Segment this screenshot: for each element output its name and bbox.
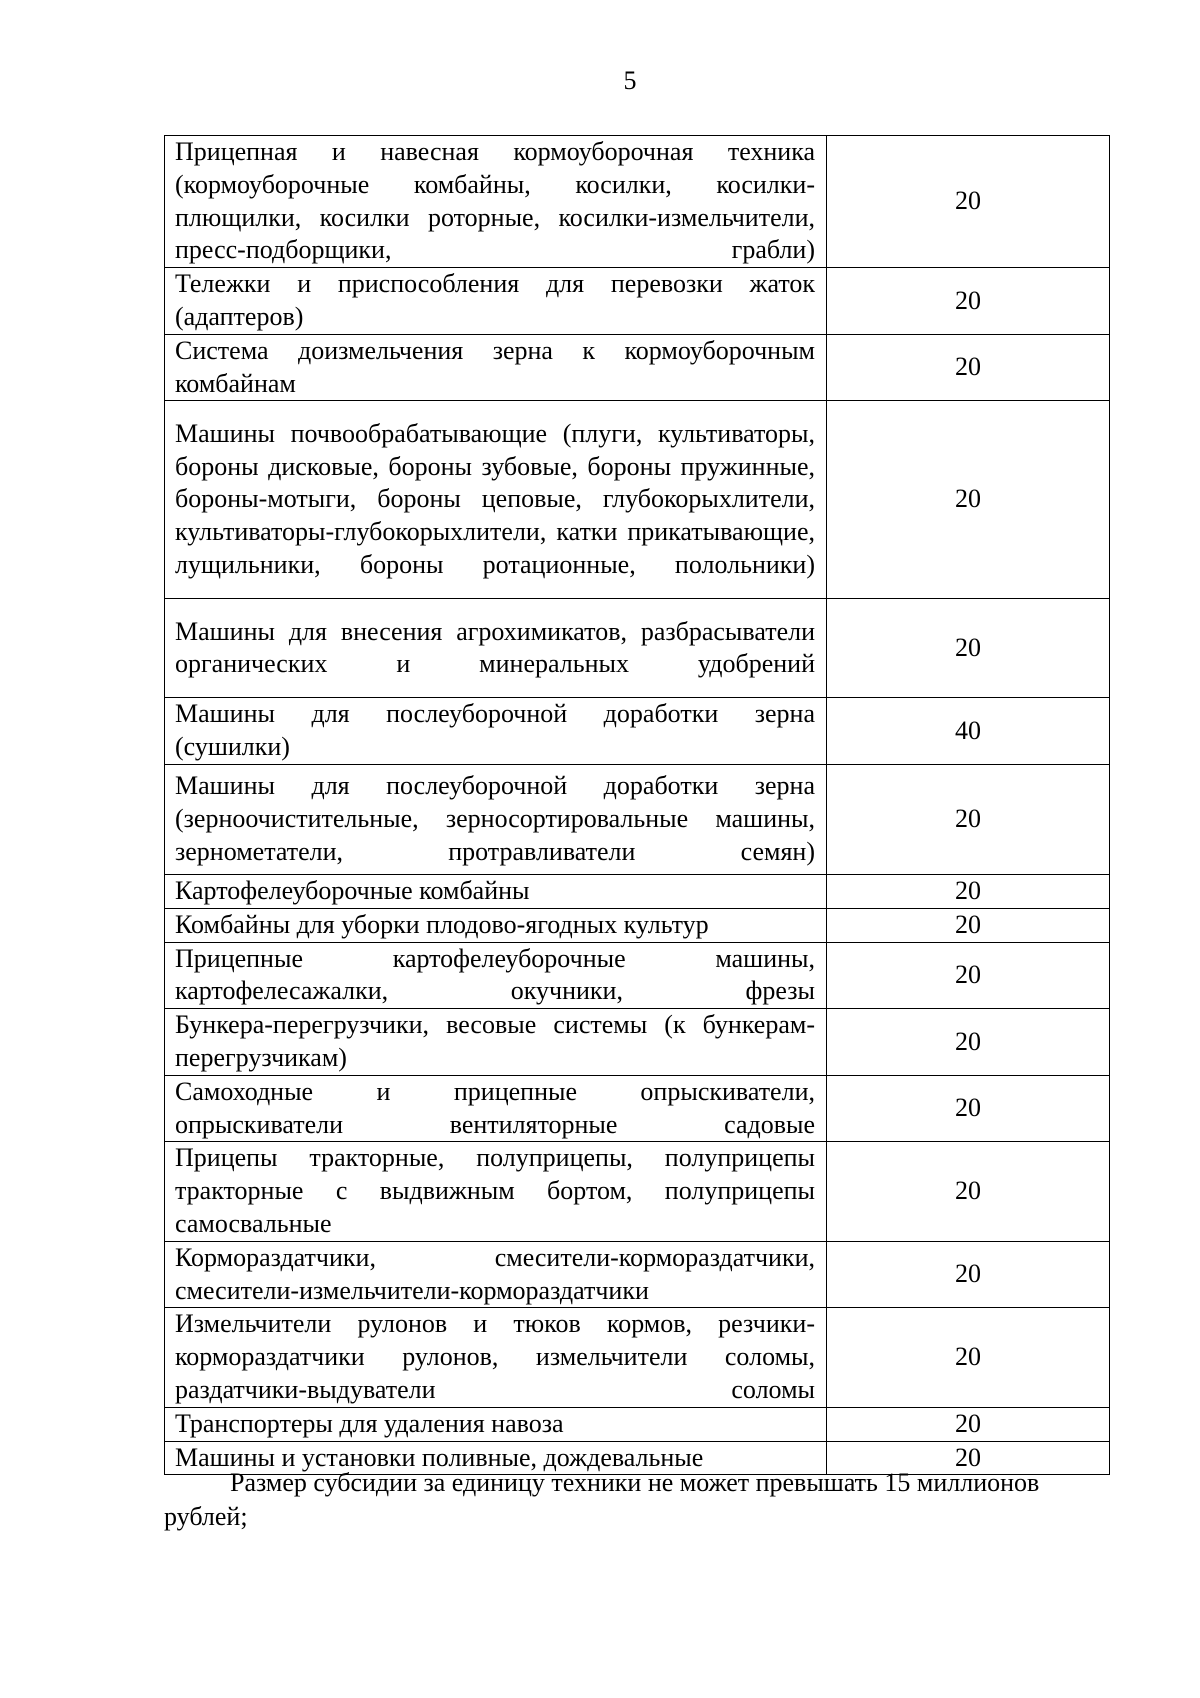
subsidy-rate-cell: 20 <box>827 908 1110 942</box>
equipment-name-cell: Прицепы тракторные, полуприцепы, полуприцепы тракторные с выдвижным бортом, полуприцепы самосвальные <box>165 1142 827 1241</box>
equipment-name-cell: Прицепные картофелеуборочные машины, картофелесажалки, окучники, фрезы <box>165 942 827 1009</box>
equipment-name-cell: Измельчители рулонов и тюков кормов, резчики-кормораздатчики рулонов, измельчители соломы, раздатчики-выдуватели соломы <box>165 1308 827 1407</box>
equipment-name-cell: Картофелеуборочные комбайны <box>165 874 827 908</box>
table-row <box>165 942 1110 1009</box>
subsidy-rate-table <box>164 135 1110 1475</box>
subsidy-rate-cell: 20 <box>827 1009 1110 1076</box>
subsidy-rate-cell: 20 <box>827 1241 1110 1308</box>
table-row <box>165 599 1110 698</box>
equipment-name-cell: Машины почвообрабатывающие (плуги, культиваторы, бороны дисковые, бороны зубовые, бороны пружинные, бороны-мотыги, бороны цеповые, глубокорыхлители, культиваторы-глубокорыхлители, катки прикатывающие, лущильники, бороны ротационные, полольники) <box>165 401 827 599</box>
table-row <box>165 874 1110 908</box>
equipment-name-cell: Бункера-перегрузчики, весовые системы (к бункерам-перегрузчикам) <box>165 1009 827 1076</box>
equipment-name-cell: Комбайны для уборки плодово-ягодных культур <box>165 908 827 942</box>
equipment-name-cell: Тележки и приспособления для перевозки жаток (адаптеров) <box>165 268 827 335</box>
subsidy-rate-cell: 20 <box>827 599 1110 698</box>
table-row <box>165 1308 1110 1407</box>
table-row <box>165 908 1110 942</box>
equipment-name-cell: Машины и установки поливные, дождевальные <box>165 1441 827 1475</box>
subsidy-rate-cell: 20 <box>827 334 1110 401</box>
equipment-name-cell: Машины для послеуборочной доработки зерна (сушилки) <box>165 698 827 765</box>
equipment-name-cell: Машины для внесения агрохимикатов, разбрасыватели органических и минеральных удобрений <box>165 599 827 698</box>
table-row <box>165 1142 1110 1241</box>
table-row <box>165 1407 1110 1441</box>
subsidy-rate-cell: 20 <box>827 1142 1110 1241</box>
subsidy-rate-cell: 20 <box>827 136 1110 268</box>
table-row <box>165 1241 1110 1308</box>
equipment-name-cell: Система доизмельчения зерна к кормоуборочным комбайнам <box>165 334 827 401</box>
subsidy-limit-note-line2: рублей; <box>164 1502 248 1531</box>
equipment-name-cell: Самоходные и прицепные опрыскиватели, опрыскиватели вентиляторные садовые <box>165 1075 827 1142</box>
subsidy-limit-note <box>164 1466 1110 1534</box>
subsidy-rate-cell: 20 <box>827 942 1110 1009</box>
equipment-name-cell: Кормораздатчики, смесители-кормораздатчики, смесители-измельчители-кормораздатчики <box>165 1241 827 1308</box>
table-row <box>165 401 1110 599</box>
subsidy-rate-cell: 20 <box>827 1441 1110 1475</box>
subsidy-rate-cell: 40 <box>827 698 1110 765</box>
page-number: 5 <box>623 66 637 95</box>
table-row <box>165 136 1110 268</box>
equipment-name-cell: Машины для послеуборочной доработки зерна (зерноочистительные, зерносортировальные машины, зернометатели, протравливатели семян) <box>165 764 827 874</box>
subsidy-rate-cell: 20 <box>827 1075 1110 1142</box>
subsidy-rate-cell: 20 <box>827 764 1110 874</box>
subsidy-rate-cell: 20 <box>827 268 1110 335</box>
table-row <box>165 1009 1110 1076</box>
subsidy-limit-note-line1: Размер субсидии за единицу техники не может превышать 15 миллионов <box>230 1468 1040 1497</box>
table-row <box>165 334 1110 401</box>
table-row <box>165 764 1110 874</box>
table-row <box>165 268 1110 335</box>
table-row <box>165 1075 1110 1142</box>
equipment-name-cell: Прицепная и навесная кормоуборочная техника (кормоуборочные комбайны, косилки, косилки-плющилки, косилки роторные, косилки-измельчители, пресс-подборщики, грабли) <box>165 136 827 268</box>
subsidy-rate-cell: 20 <box>827 1407 1110 1441</box>
subsidy-rate-cell: 20 <box>827 1308 1110 1407</box>
subsidy-rate-cell: 20 <box>827 401 1110 599</box>
subsidy-rate-cell: 20 <box>827 874 1110 908</box>
table-row <box>165 698 1110 765</box>
equipment-name-cell: Транспортеры для удаления навоза <box>165 1407 827 1441</box>
